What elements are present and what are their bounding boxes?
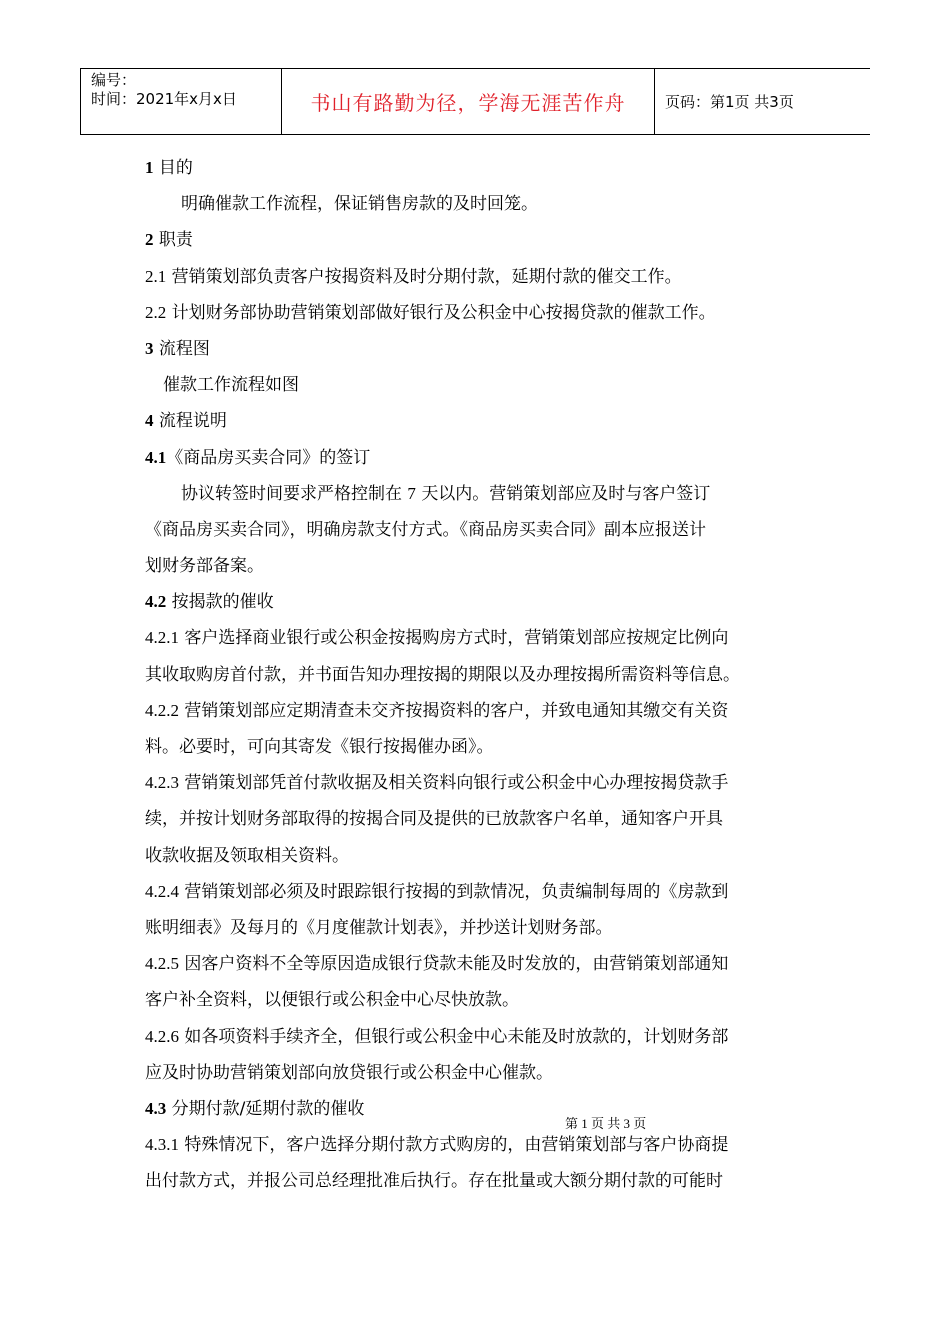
section-4-2-1-line: 4.2.1 客户选择商业银行或公积金按揭购房方式时，营销策划部应按规定比例向 [145,628,729,649]
section-2-1: 2.1 营销策划部负责客户按揭资料及时分期付款，延期付款的催交工作。 [145,266,682,287]
section-4-2-1-line: 其收取购房首付款，并书面告知办理按揭的期限以及办理按揭所需资料等信息。 [145,664,740,685]
section-4-2-heading: 4.2 按揭款的催收 [145,592,274,613]
section-1-text: 明确催款工作流程，保证销售房款的及时回笼。 [181,194,538,215]
serial-number-label: 编号： [91,71,137,89]
document-body [145,150,810,1199]
section-4-3-1-line: 出付款方式，并报公司总经理批准后执行。存在批量或大额分期付款的可能时 [145,1171,723,1192]
section-4-1-text-line: 《商品房买卖合同》，明确房款支付方式。《商品房买卖合同》副本应报送计 [145,519,706,540]
section-4-3-heading: 4.3 分期付款/延期付款的催收 [145,1098,365,1119]
section-2-heading: 2 职责 [145,230,193,251]
section-4-2-6-line: 4.2.6 如各项资料手续齐全，但银行或公积金中心未能及时放款的，计划财务部 [145,1026,729,1047]
date-label: 时间：2021年x月x日 [91,90,237,108]
section-4-2-4-line: 账明细表》及每月的《月度催款计划表》，并抄送计划财务部。 [145,917,613,938]
section-4-2-3-line: 收款收据及领取相关资料。 [145,845,349,866]
section-4-2-5-line: 4.2.5 因客户资料不全等原因造成银行贷款未能及时发放的，由营销策划部通知 [145,954,729,975]
page-info-text: 页码：第1页 共3页 [665,93,794,111]
section-2-2: 2.2 计划财务部协助营销策划部做好银行及公积金中心按揭贷款的催款工作。 [145,302,716,323]
page-footer: 第 1 页 共 3 页 [565,1116,647,1131]
section-4-1-text-line: 协议转签时间要求严格控制在 7 天以内。营销策划部应及时与客户签订 [181,483,711,504]
section-4-1-text-line: 划财务部备案。 [145,556,264,577]
section-4-3-1-line: 4.3.1 特殊情况下，客户选择分期付款方式购房的，由营销策划部与客户协商提 [145,1135,729,1156]
section-4-2-4-line: 4.2.4 营销策划部必须及时跟踪银行按揭的到款情况，负责编制每周的《房款到 [145,881,729,902]
header-page-cell [655,69,870,134]
section-1-heading: 1 目的 [145,158,193,178]
section-4-2-3-line: 续，并按计划财务部取得的按揭合同及提供的已放款客户名单，通知客户开具 [145,809,723,830]
header-motto-cell [282,69,655,134]
section-4-heading: 4 流程说明 [145,411,227,432]
section-4-2-3-line: 4.2.3 营销策划部凭首付款收据及相关资料向银行或公积金中心办理按揭贷款手 [145,773,729,794]
section-4-2-5-line: 客户补全资料，以便银行或公积金中心尽快放款。 [145,990,519,1011]
section-4-2-6-line: 应及时协助营销策划部向放贷银行或公积金中心催款。 [145,1062,553,1083]
section-3-text: 催款工作流程如图 [163,375,299,396]
motto-text: 书山有路勤为径，学海无涯苦作舟 [310,91,626,115]
header-meta-cell [81,69,282,134]
document-header-table [80,68,870,135]
section-4-1-heading: 4.1《商品房买卖合同》的签订 [145,447,371,468]
section-4-2-2-line: 料。必要时，可向其寄发《银行按揭催办函》。 [145,737,494,757]
section-4-2-2-line: 4.2.2 营销策划部应定期清查未交齐按揭资料的客户，并致电通知其缴交有关资 [145,700,729,721]
section-3-heading: 3 流程图 [145,338,210,359]
